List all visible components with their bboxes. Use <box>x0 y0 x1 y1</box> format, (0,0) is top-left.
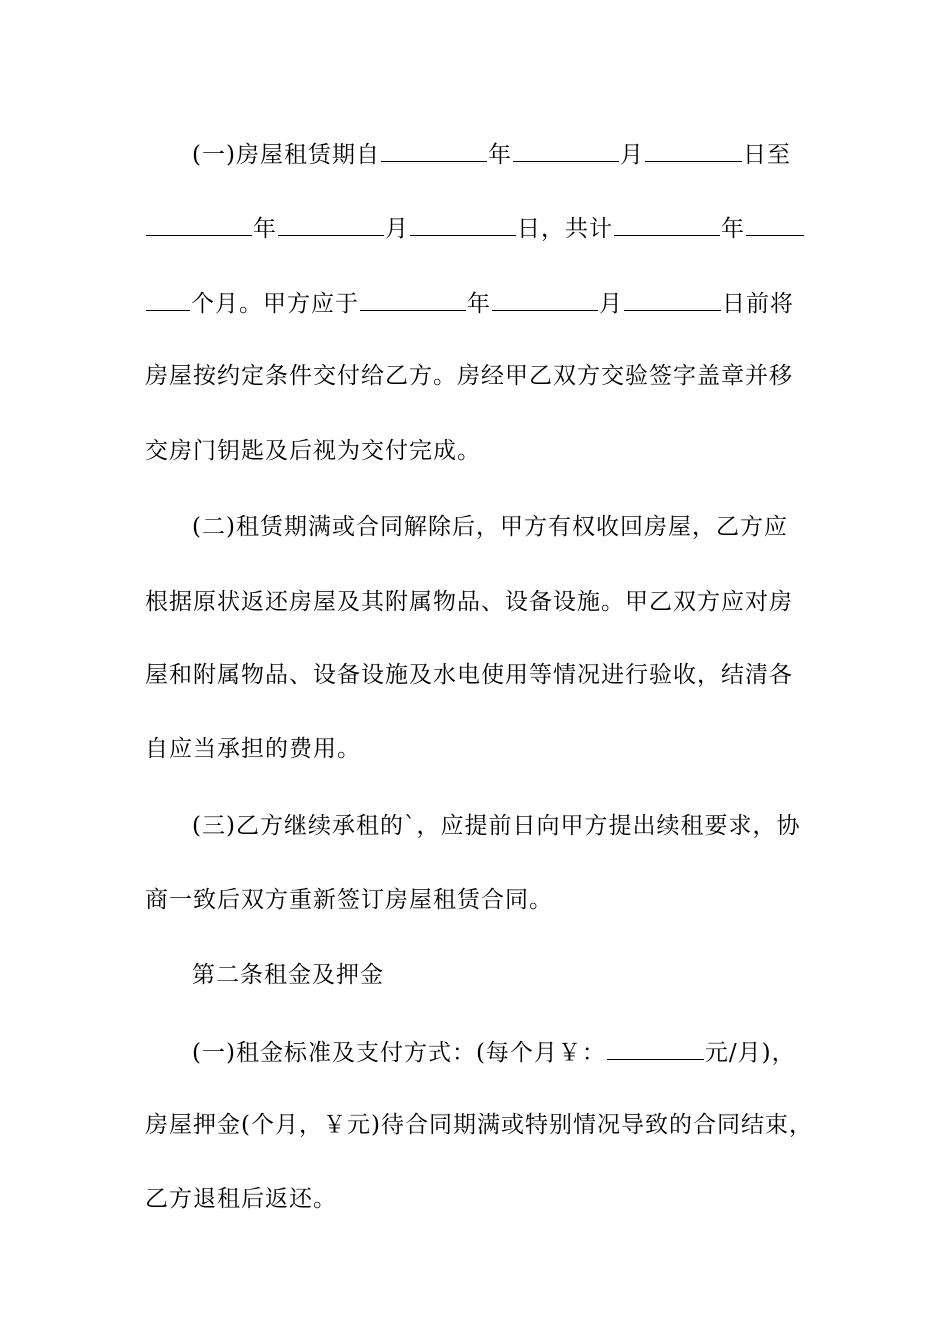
paragraph-line: 房屋按约定条件交付给乙方。房经甲乙双方交验签字盖章并移 <box>145 363 793 389</box>
paragraph-line: 根据原状返还房屋及其附属物品、设备设施。甲乙双方应对房 <box>145 589 793 615</box>
year-label: 年 <box>487 142 512 168</box>
year-label: 年 <box>467 291 491 317</box>
blank-delivery-month <box>492 286 598 311</box>
day-total-label: 日，共计 <box>517 216 613 242</box>
blank-end-year <box>146 211 252 236</box>
paragraph-line: (二)租赁期满或合同解除后，甲方有权收回房屋，乙方应 <box>192 514 788 540</box>
section-heading: 第二条租金及押金 <box>192 962 384 988</box>
lease-period-line-1 <box>192 137 791 167</box>
blank-start-day <box>645 137 742 162</box>
paragraph-line: 乙方退租后返还。 <box>145 1186 337 1212</box>
paragraph-line: 交房门钥匙及后视为交付完成。 <box>145 438 481 464</box>
month-label: 月 <box>385 216 409 242</box>
month-label: 月 <box>619 142 644 168</box>
blank-end-day <box>410 211 516 236</box>
before-label: 日前将 <box>722 291 794 317</box>
blank-end-month <box>278 211 384 236</box>
blank-delivery-year <box>360 286 466 311</box>
blank-delivery-day <box>624 286 721 311</box>
year-label: 年 <box>253 216 277 242</box>
blank-start-month <box>513 137 619 162</box>
paragraph-line: 自应当承担的费用。 <box>145 736 361 762</box>
rent-unit-label: 元/月)， <box>704 1040 796 1066</box>
day-to-label: 日至 <box>742 142 791 168</box>
blank-start-year <box>381 137 487 162</box>
blank-monthly-rent <box>607 1035 704 1060</box>
blank-total-months-part1 <box>746 211 804 236</box>
paragraph-line: 屋和附属物品、设备设施及水电使用等情况进行验收，结清各 <box>145 662 793 688</box>
month-label: 月 <box>599 291 623 317</box>
paragraph-line: 房屋押金(个月，￥元)待合同期满或特别情况导致的合同结束， <box>145 1112 813 1138</box>
rent-standard-text: (一)租金标准及支付方式：(每个月￥： <box>192 1040 606 1066</box>
delivery-text: 个月。甲方应于 <box>191 291 359 317</box>
blank-total-years <box>614 211 720 236</box>
lease-period-text: (一)房屋租赁期自 <box>192 142 380 168</box>
year-label: 年 <box>721 216 745 242</box>
paragraph-line: (三)乙方继续承租的`，应提前日向甲方提出续租要求，协 <box>192 813 801 839</box>
paragraph-line: 商一致后双方重新签订房屋租赁合同。 <box>145 887 553 913</box>
rent-standard-line <box>192 1035 796 1065</box>
blank-total-months-part2 <box>146 286 190 311</box>
lease-period-line-3 <box>145 286 794 316</box>
lease-period-line-2 <box>145 211 805 241</box>
